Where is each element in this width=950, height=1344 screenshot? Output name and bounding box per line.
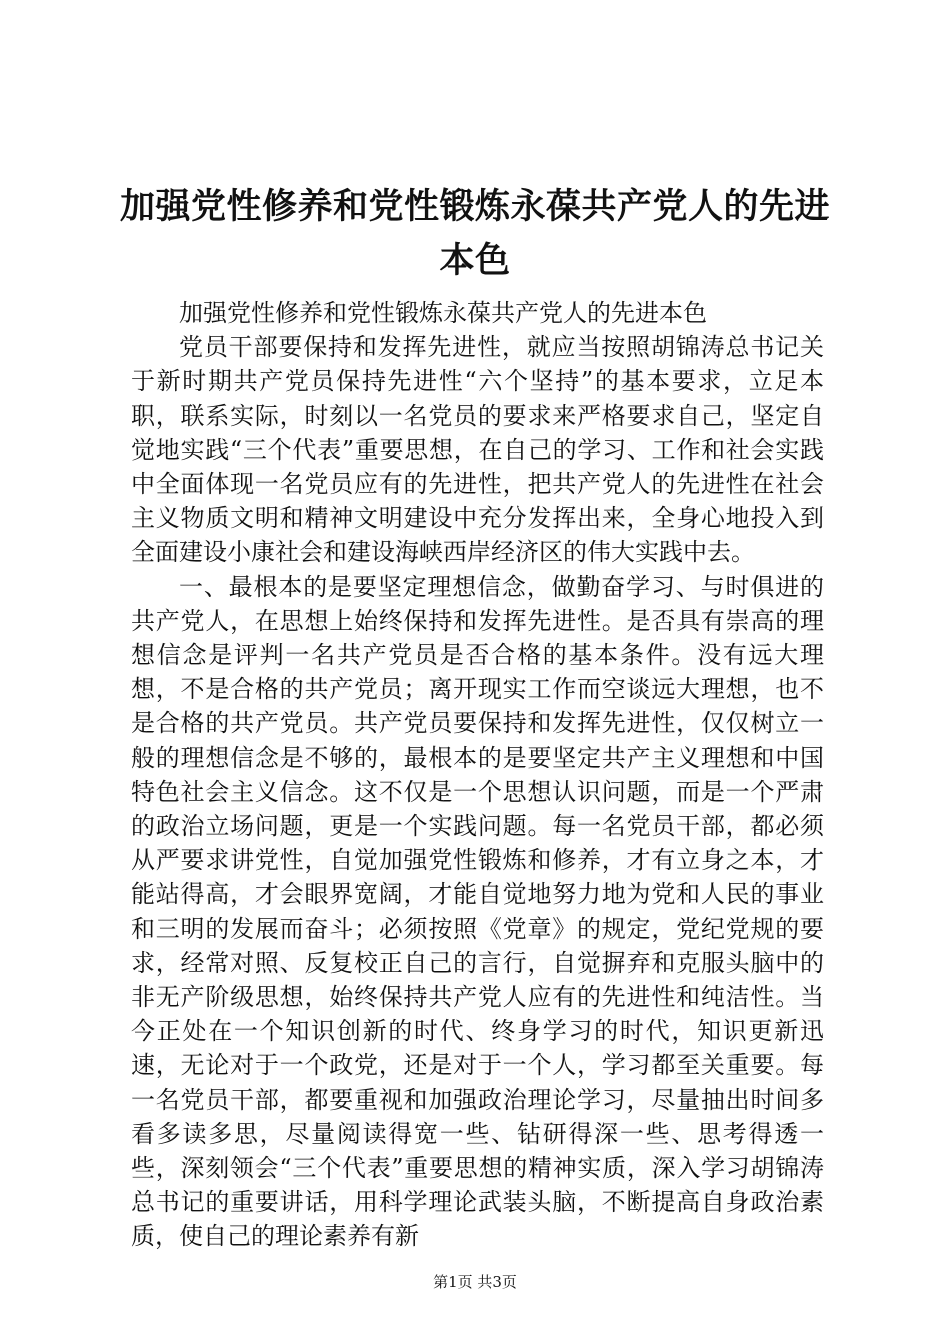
document-body [131,296,824,1254]
document-title: 加强党性修养和党性锻炼永葆共产党人的先进本色 [120,187,831,281]
page-footer: 第1页 共3页 [433,1273,517,1291]
paragraph-intro: 党员干部要保持和发挥先进性，就应当按照胡锦涛总书记关于新时期共产党员保持先进性“六个坚持”的基本要求，立足本职，联系实际，时刻以一名党员的要求来严格要求自己，坚定自觉地实践“三个代表”重要思想，在自己的学习、工作和社会实践中全面体现一名党员应有的先进性，把共产党人的先进性在社会主义物质文明和精神文明建设中充分发挥出来，全身心地投入到全面建设小康社会和建设海峡西岸经济区的伟大实践中去。 [131,333,824,567]
paragraph-subtitle: 加强党性修养和党性锻炼永葆共产党人的先进本色 [179,299,707,327]
paragraph-section-one: 一、最根本的是要坚定理想信念，做勤奋学习、与时俱进的共产党人，在思想上始终保持和发挥先进性。是否具有崇高的理想信念是评判一名共产党员是否合格的基本条件。没有远大理想，不是合格的共产党员；离开现实工作而空谈远大理想，也不是合格的共产党员。共产党员要保持和发挥先进性，仅仅树立一般的理想信念是不够的，最根本的是要坚定共产主义理想和中国特色社会主义信念。这不仅是一个思想认识问题，而是一个严肃的政治立场问题，更是一个实践问题。每一名党员干部，都必须从严要求讲党性，自觉加强党性锻炼和修养，才有立身之本，才能站得高，才会眼界宽阔，才能自觉地努力地为党和人民的事业和三明的发展而奋斗；必须按照《党章》的规定，党纪党规的要求，经常对照、反复校正自己的言行，自觉摒弃和克服头脑中的非无产阶级思想，始终保持共产党人应有的先进性和纯洁性。当今正处在一个知识创新的时代、终身学习的时代，知识更新迅速，无论对于一个政党，还是对于一个人，学习都至关重要。每一名党员干部，都要重视和加强政治理论学习，尽量抽出时间多看多读多思，尽量阅读得宽一些、钻研得深一些、思考得透一些，深刻领会“三个代表”重要思想的精神实质，深入学习胡锦涛总书记的重要讲话，用科学理论武装头脑，不断提高自身政治素质，使自己的理论素养有新 [131,572,824,1251]
